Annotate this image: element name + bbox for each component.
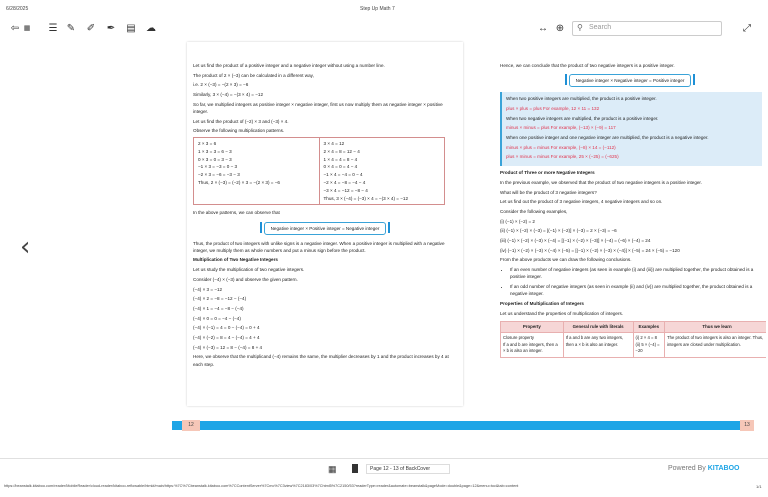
grid-icon[interactable]: ▦ (23, 25, 31, 32)
pattern-line: (−4) × 0 = 0 = −4 − (−4) (193, 315, 241, 321)
paragraph: Hence, we can conclude that the product of two negative integers is a positive integer. (500, 63, 675, 68)
pattern-line: 0 × 3 = 0 = 3 − 3 (198, 156, 232, 162)
text-line: Similarly, 3 × (−4) = −(3 × 4) = −12 (193, 92, 264, 98)
table-row (501, 333, 767, 358)
search-icon: ⚲ (577, 23, 583, 32)
rule-edge (565, 74, 567, 85)
back-icon[interactable]: ⇦ (10, 22, 20, 34)
pattern-line: −3 × 4 = −12 = −8 − 4 (323, 187, 368, 193)
rule-edge (693, 74, 695, 85)
rule-banner (193, 222, 457, 235)
pattern-line: (−4) × 3 = −12 (193, 286, 223, 292)
pattern-line: 1 × 3 = 3 = 6 − 3 (198, 148, 232, 154)
section-heading: Properties of Multiplication of Integers (500, 300, 584, 306)
highlight-icon[interactable]: ✎ (66, 22, 76, 34)
section-heading: Multiplication of Two Negative Integers (193, 257, 278, 263)
marker-icon[interactable]: ✐ (86, 22, 96, 34)
rule-edge (260, 222, 262, 233)
pattern-line: −2 × 3 = −6 = −3 − 3 (198, 172, 240, 178)
paragraph: What will be the product of 3 negative integers? (500, 189, 597, 195)
text-line: In the above patterns, we can observe that (193, 210, 280, 216)
example-line: (iii) (−1) × (−2) × (−3) × (−4) = [(−1) × (−2) × (−3)] × (−4) = (−6) × (−4) = 24 (500, 238, 651, 244)
rule-text: Negative integer × Positive integer = Negative integer (264, 222, 387, 235)
pattern-line: 2 × 3 = 6 (198, 141, 217, 147)
powered-by (668, 465, 739, 472)
pattern-line: −1 × 3 = −3 = 0 − 3 (198, 164, 238, 170)
pattern-table (193, 137, 445, 205)
rule-line: When two positive integers are multiplied, the product is a positive integer. (506, 96, 657, 102)
pattern-line: (−4) × 1 = −4 = −8 − (−4) (193, 305, 244, 311)
pattern-line: Thus, 2 × (−3) = (−2) × 3 = −(2 × 3) = −6 (198, 180, 280, 186)
rule-banner (500, 74, 760, 87)
paragraph: From the above products we can draw the following conclusions. (500, 257, 632, 263)
pattern-line: (−4) × (−2) = 8 = 4 − (−4) = 4 + 4 (193, 335, 260, 341)
pattern-line: −1 × 4 = −4 = 0 − 4 (323, 172, 363, 178)
prev-page-arrow-icon[interactable]: ‹ (20, 232, 31, 262)
pattern-line: Thus, 3 × (−4) = (−3) × 4 = −(3 × 4) = −12 (323, 195, 409, 201)
rule-example: minus × minus = plus For example, (−13) × (−9) = 117 (506, 125, 616, 131)
table-header: Property (501, 321, 564, 333)
text-line: Observe the following multiplication patterns. (193, 128, 285, 134)
cloud-icon[interactable]: ☁ (146, 22, 156, 34)
table-cell: If a and b are any two integers, then a × b is also an integer. (563, 333, 633, 358)
pattern-column-right (319, 138, 445, 205)
rule-line: When two negative integers are multiplied, the product is a positive integer. (506, 115, 659, 121)
search-placeholder: Search (589, 24, 612, 31)
rule-text: Negative integer × Negative integer = Positive integer (569, 74, 692, 87)
list-item: • If an even number of negative integers (as seen in example (i) and (iii)) are multiplied together, the product obtained is a positive integer. (510, 266, 760, 280)
page-url: https://beanstalk.kitaboo.com/reader/MobileReader/cloud-reader/kitaboo-reflowable/html#/main/https:%7C%7Cbeanstalk.kitaboo.com%7CContentServer%7Cmc%7C3view%7C2183/03%7Chtml5%7C2150/53?readerType=reader&automate=beanstalk&pageMode=double&page=12&menu=toc&tab=content (4, 484, 519, 488)
table-header: Examples (633, 321, 665, 333)
sign-rules-box (500, 92, 762, 166)
list-item: • If an odd number of negative integers (as seen in example (ii) and (iv)) are multiplied together, the product obtained is a negative integer. (510, 283, 760, 297)
pattern-line: 3 × 4 = 12 (323, 141, 345, 147)
right-page (494, 42, 766, 406)
pattern-line: (−4) × 2 = −8 = −12 − (−4) (193, 296, 247, 302)
table-header: General rule with literals (563, 321, 633, 333)
pen-icon[interactable]: ✒ (106, 22, 116, 34)
fullscreen-icon[interactable]: ⤢ (743, 22, 751, 34)
left-page (187, 42, 463, 406)
pattern-line: (−4) × (−1) = 4 = 0 − (−4) = 0 + 4 (193, 325, 260, 331)
table-cell: Closure property If a and b are integers, then a × b is also an integer. (501, 333, 564, 358)
browser-header (0, 0, 768, 14)
fit-width-icon[interactable]: ↔ (538, 22, 548, 34)
right-page-number[interactable]: 13 (740, 420, 754, 431)
text-line: The product of 2 × (−3) can be calculated in a different way, (193, 72, 314, 78)
pattern-column-left (194, 138, 320, 205)
paragraph: In the previous example, we observed that the product of two negative integers is a positive integer. (500, 179, 702, 185)
rule-example: plus × minus = minus For example, 25 × (−25) = (−625) (506, 154, 619, 160)
example-line: (iv) (−1) × (−2) × (−3) × (−4) × (−5) = [(−1) × (−2) × (−3) × (−4)] × (−5) = 24 × (−5) = −120 (500, 247, 680, 253)
paragraph: Consider (−4) × (−3) and observe the given pattern. (193, 276, 298, 282)
section-heading: Product of Three or more Negative Integers (500, 170, 595, 176)
page-title: Step Up Math 7 (360, 6, 395, 12)
powered-label: Powered By (668, 465, 706, 472)
print-date: 6/28/2025 (6, 6, 29, 12)
example-line: (ii) (−1) × (−2) × (−3) = [(−1) × (−2)] × (−3) = 2 × (−3) = −6 (500, 228, 617, 234)
rule-example: plus × plus = plus For example, 12 × 11 = 132 (506, 105, 600, 111)
paragraph: Let us understand the properties of multiplication of integers. (500, 310, 624, 316)
table-cell: (i) 2 × 4 = 8 (ii) 5 × (−4) = −20 (633, 333, 665, 358)
kitaboo-logo: KITABOO (707, 465, 740, 472)
page-indicator[interactable]: Page 12 - 13 of BackCover (366, 464, 450, 474)
paragraph: Let us find out the product of 3 negative integers, 4 negative integers and so on. (500, 199, 663, 205)
conclusion-list (510, 266, 760, 297)
zoom-icon[interactable]: ⊕ (555, 22, 565, 34)
search-input[interactable] (572, 21, 722, 36)
pattern-line: 1 × 4 = 4 = 8 − 4 (323, 156, 358, 162)
table-header: Thus we learn (665, 321, 766, 333)
thumbnail-grid-icon[interactable]: ▦ (328, 464, 337, 474)
text-line: So far, we multiplied integers as positive integer × negative integer, first us now multiply them as negative integer × positive integer. (193, 101, 443, 114)
paragraph: Consider the following examples, (500, 208, 568, 214)
bottom-bar (0, 458, 768, 478)
paragraph: Thus, the product of two integers with unlike signs is a negative integer. When a positive integer is multiplied with a negative integer, we multiply them as whole numbers and put a minus sign before the product. (193, 240, 445, 253)
table-cell: The product of two integers is also an integer. Thus, integers are closed under multiplication. (665, 333, 766, 358)
rule-line: When one positive integer and one negative integer are multiplied, the product is a negative integer. (506, 135, 709, 141)
book-icon[interactable] (352, 464, 358, 473)
print-page-count: 1/1 (756, 484, 762, 489)
text-line: i.e. 2 × (−3) = −(2 × 3) = −6 (193, 82, 249, 88)
pattern-line: 0 × 4 = 0 = 4 − 4 (323, 164, 358, 170)
paragraph: Here, we observe that the multiplicand (−4) remains the same, the multiplier decreases by 1 and the product increases by 4 at each step. (193, 354, 449, 367)
note-icon[interactable]: ▤ (126, 22, 136, 34)
pattern-line: 2 × 4 = 8 = 12 − 4 (323, 148, 360, 154)
properties-table (500, 321, 766, 358)
reader-toolbar (0, 18, 768, 40)
rule-edge (388, 222, 390, 233)
example-line: (i) (−1) × (−2) = 2 (500, 218, 535, 224)
text-line: Let us find the product of (−2) × 3 and (−3) × 4. (193, 118, 289, 124)
pattern-line: (−4) × (−3) = 12 = 8 − (−4) = 8 + 4 (193, 344, 263, 350)
paragraph: Let us study the multiplication of two negative integers. (193, 267, 305, 273)
pattern-line: −2 × 4 = −8 = −4 − 4 (323, 180, 366, 186)
intro-text: Let us find the product of a positive integer and a negative integer without using a number line. (193, 63, 385, 68)
page-progress-bar[interactable] (172, 421, 752, 430)
left-page-number[interactable]: 12 (182, 420, 200, 431)
rule-example: minus × plus = minus For example, (−8) × 14 = (−112) (506, 144, 616, 150)
table-of-contents-icon[interactable]: ☰ (48, 22, 58, 34)
